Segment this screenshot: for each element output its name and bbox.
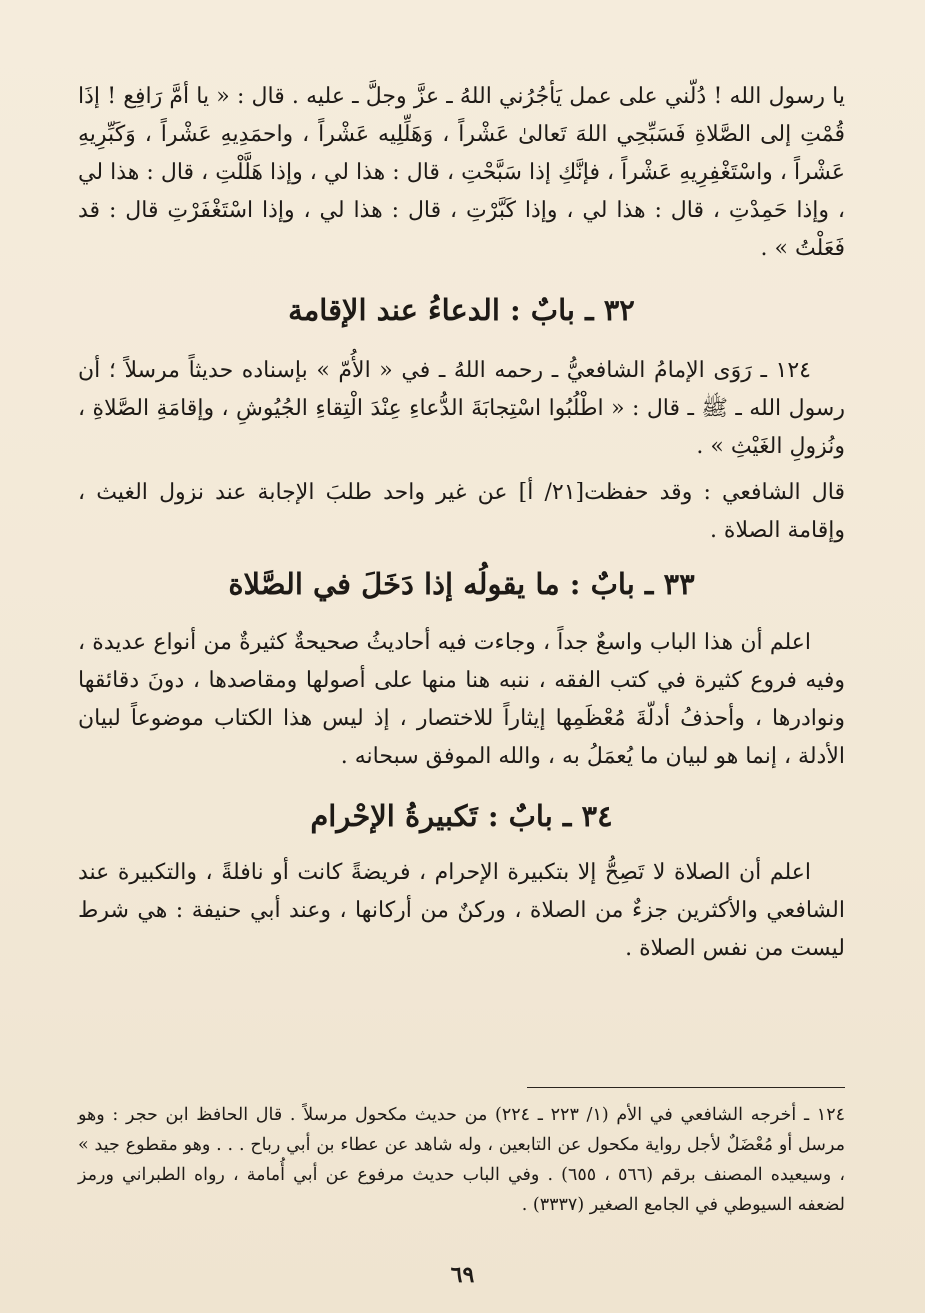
chapter-heading-32: ٣٢ ـ بابٌ : الدعاءُ عند الإقامة bbox=[288, 293, 635, 327]
hadith-124-paragraph: ١٢٤ ـ رَوَى الإمامُ الشافعيُّ ـ رحمه اللهُ ـ في « الأُمّ » بإسناده حديثاً مرسلاً ؛ أن رسول الله ـ ﷺ ـ قال : « اطْلُبُوا اسْتِجابَةَ الدُّعاءِ عِنْدَ الْتِقاءِ الجُيُوشِ ، وإقامَةِ الصَّلاةِ ، ونُزولِ الغَيْثِ » . bbox=[78, 358, 845, 459]
main-text-block bbox=[78, 78, 845, 968]
chapter-heading-33: ٣٣ ـ بابٌ : ما يقولُه إذا دَخَلَ في الصَّلاة bbox=[228, 567, 695, 601]
shafii-comment-paragraph: قال الشافعي : وقد حفظت[٢١/ أ] عن غير واحد طلبَ الإجابة عند نزول الغيث ، وإقامة الصلاة . bbox=[78, 480, 845, 543]
hadith-continuation-paragraph: يا رسول الله ! دُلّني على عمل يَأجُرُني اللهُ ـ عزَّ وجلَّ ـ عليه . قال : « يا أمَّ رَافِع ! إذَا قُمْتِ إلى الصَّلاةِ فَسَبِّحِي اللهَ تَعالىٰ عَشْراً ، وَهَلِّلِيه عَشْراً ، واحمَدِيهِ عَشْراً ، وَكَبِّرِيهِ عَشْراً ، واسْتَغْفِرِيهِ عَشْراً ، فإنَّكِ إذا سَبَّحْتِ ، قال : هذا لي ، وإذا هَلَّلْتِ ، قال : هذا لي ، وإذا حَمِدْتِ ، قال : هذا لي ، وإذا كَبَّرْتِ ، قال : هذا لي ، وإذا اسْتَغْفَرْتِ قال : قد فَعَلْتُ » . bbox=[78, 84, 845, 261]
chapter-34-paragraph: اعلم أن الصلاة لا تَصِحُّ إلا بتكبيرة الإحرام ، فريضةً كانت أو نافلةً ، والتكبيرة عند الشافعي والأكثرين جزءٌ من الصلاة ، وركنٌ من أركانها ، وعند أبي حنيفة : هي شرط ليست من نفس الصلاة . bbox=[78, 860, 845, 961]
chapter-33-paragraph: اعلم أن هذا الباب واسعٌ جداً ، وجاءت فيه أحاديثُ صحيحةٌ كثيرةٌ من أنواع عديدة ، وفيه فروع كثيرة في كتب الفقه ، ننبه هنا منها على أصولها ومقاصدها ، دونَ دقائقها ونوادرها ، وأحذفُ أدلّةَ مُعْظَمِها إيثاراً للاختصار ، إذ ليس هذا الكتاب موضوعاً لبيان الأدلة ، إنما هو لبيان ما يُعمَلُ به ، والله الموفق سبحانه . bbox=[78, 630, 845, 769]
footnotes-block bbox=[78, 1100, 845, 1220]
footnote-124: ١٢٤ ـ أخرجه الشافعي في الأم (١/ ٢٢٣ ـ ٢٢٤) من حديث مكحول مرسلاً . قال الحافظ ابن حجر : وهو مرسل أو مُعْضَلٌ لأجل رواية مكحول عن التابعين ، وله شاهد عن عطاء بن أبي رباح . . . وهو مقطوع جيد » ، وسيعيده المصنف برقم (٥٦٦ ، ٦٥٥) . وفي الباب حديث مرفوع عن أبي أُمامة ، رواه الطبراني ورمز لضعفه السيوطي في الجامع الصغير (٣٣٣٧) . bbox=[78, 1105, 845, 1215]
page-number: ٦٩ bbox=[450, 1262, 475, 1288]
footnote-divider bbox=[527, 1087, 845, 1088]
chapter-heading-34: ٣٤ ـ بابٌ : تَكبيرةُ الإحْرام bbox=[310, 799, 613, 833]
